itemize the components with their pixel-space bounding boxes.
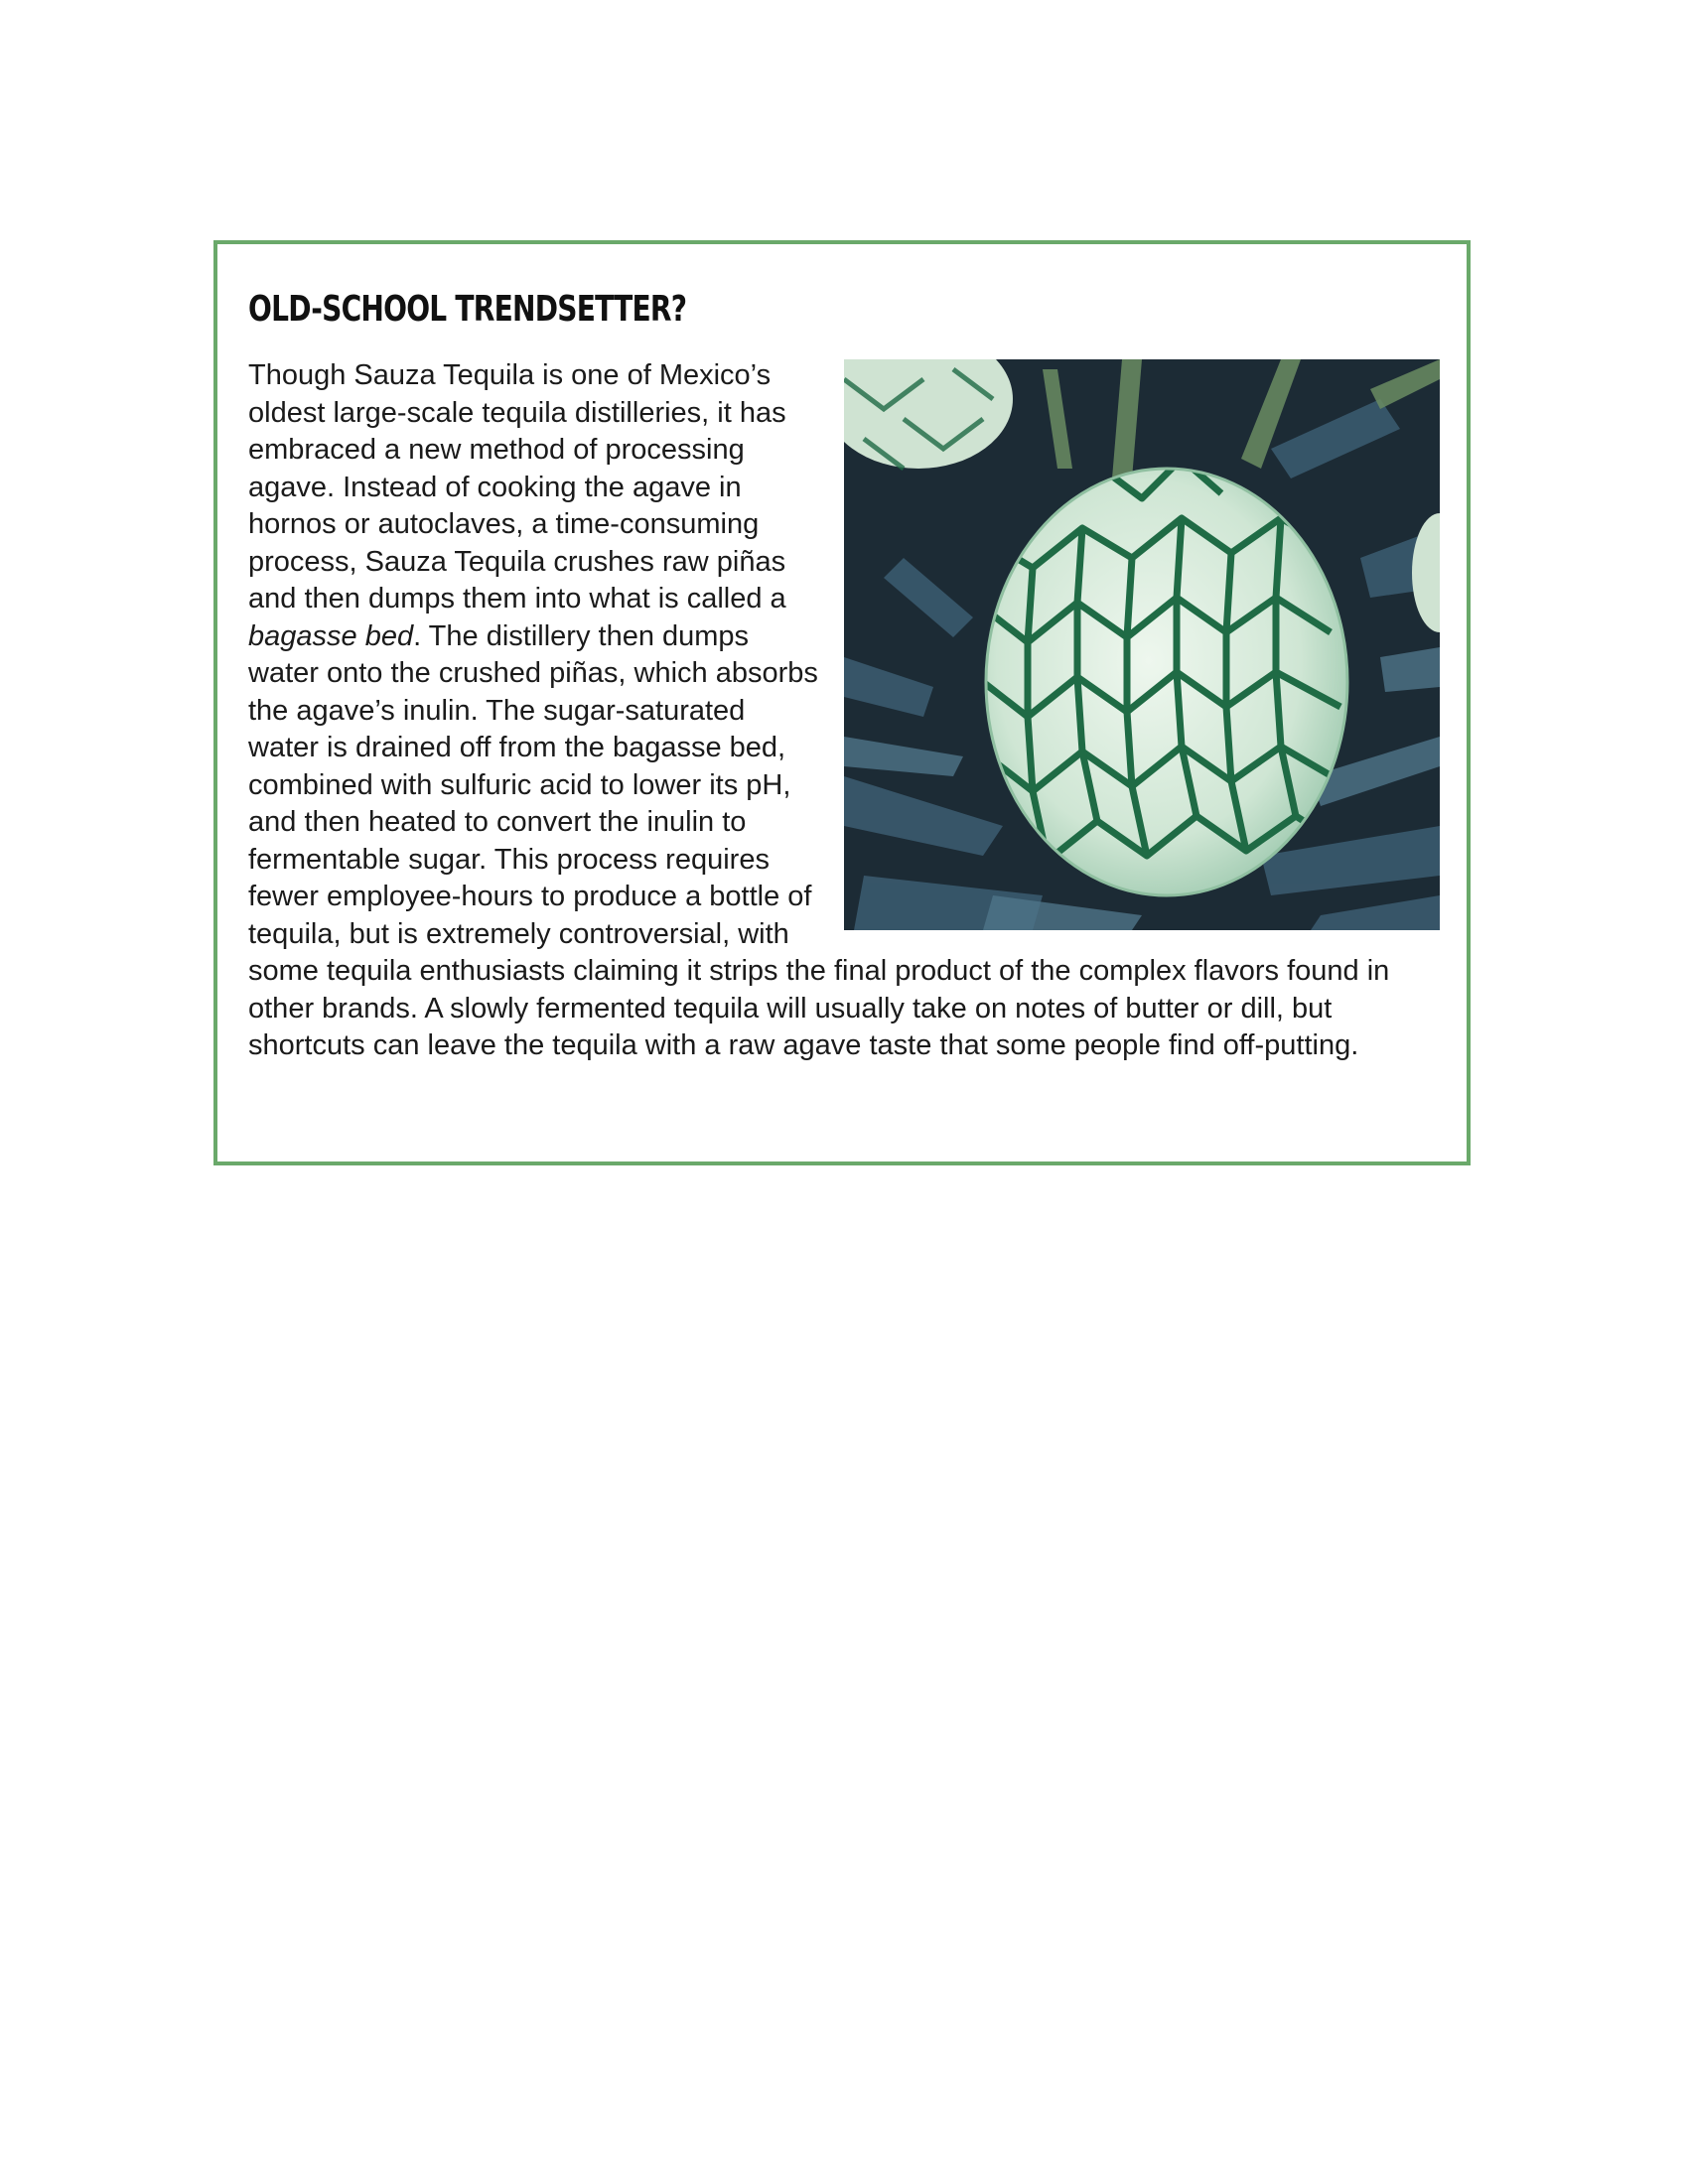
sidebar-box (213, 240, 1471, 1165)
paragraph-emphasis: bagasse bed (248, 619, 414, 652)
agave-pina-photo (844, 359, 1440, 930)
paragraph-text-part2: . The distillery then dumps water onto the crushed piñas, which absorbs the agave’s inulin. The sugar-saturated water is drained off from the bagasse bed, combined with sulfuric acid to lower its pH, and then heated to convert the inulin to fermentable sugar. This process requires fewer employee-hours to produce a bottle of tequila, but is extremely controversial, with some tequila enthusiasts claiming it strips the final product of the complex flavors found in other brands. A slowly fermented tequila will usually take on notes of butter or dill, but shortcuts can leave the tequila with a raw agave taste that some people find off-putting. (248, 619, 1390, 1061)
sidebar-paragraph (248, 357, 1440, 1065)
paragraph-text-part1: Though Sauza Tequila is one of Mexico’s oldest large-scale tequila distilleries, it has embraced a new method of processing agave. Instead of cooking the agave in hornos or autoclaves, a time-consuming process, Sauza Tequila crushes raw piñas and then dumps them into what is called a (248, 359, 786, 614)
sidebar-heading: OLD-SCHOOL TRENDSETTER? (248, 289, 687, 330)
